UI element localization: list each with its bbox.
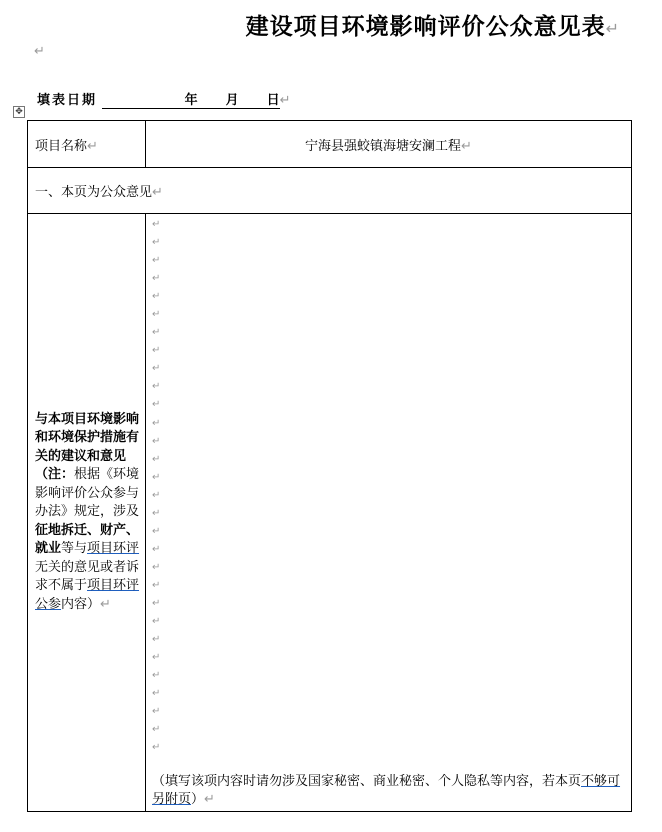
- paragraph-mark-icon: ↵: [152, 724, 161, 736]
- project-name-value[interactable]: 宁海县强蛟镇海塘安澜工程↵: [146, 121, 632, 168]
- paragraph-mark-icon: ↵: [461, 138, 472, 154]
- paragraph-mark-icon: ↵: [152, 327, 161, 339]
- opinion-label: 与本项目环境影响和环境保护措施有关的建议和意见（注：根据《环境影响评价公众参与办法》规定，涉及征地拆迁、财产、就业等与项目环评无关的意见或者诉求不属于项目环评公参内容）↵: [28, 214, 146, 812]
- paragraph-mark-icon: ↵: [152, 363, 161, 375]
- fill-date-blank[interactable]: [102, 89, 280, 109]
- month-label: 月: [225, 93, 239, 108]
- paragraph-mark-icon: ↵: [152, 471, 161, 483]
- paragraph-mark-icon: ↵: [152, 634, 161, 646]
- paragraph-mark-icon: ↵: [152, 742, 161, 754]
- paragraph-mark-icon: ↵: [152, 670, 161, 682]
- document-title: 建设项目环境影响评价公众意见表↵: [245, 14, 620, 40]
- paragraph-mark-icon: ↵: [152, 273, 161, 285]
- paragraph-mark-icon: ↵: [152, 688, 161, 700]
- paragraph-mark-icon: ↵: [152, 309, 161, 321]
- fill-date-line: [37, 89, 291, 109]
- paragraph-mark-icon: ↵: [152, 616, 161, 628]
- paragraph-mark-icon: ↵: [152, 525, 161, 537]
- paragraph-mark-icon: ↵: [34, 44, 45, 59]
- paragraph-mark-icon: ↵: [152, 561, 161, 573]
- paragraph-mark-icon: ↵: [152, 291, 161, 303]
- empty-paragraph-marks: [152, 216, 160, 757]
- table-row: [28, 214, 632, 812]
- paragraph-mark-icon: ↵: [152, 435, 161, 447]
- paragraph-mark-icon: ↵: [152, 219, 161, 230]
- paragraph-mark-icon: ↵: [87, 138, 98, 154]
- paragraph-mark-icon: ↵: [152, 345, 161, 357]
- paragraph-mark-icon: ↵: [152, 255, 161, 267]
- paragraph-mark-icon: ↵: [152, 489, 161, 501]
- paragraph-mark-icon: ↵: [152, 507, 161, 519]
- paragraph-mark-icon: ↵: [152, 399, 161, 411]
- paragraph-mark-icon: ↵: [152, 706, 161, 718]
- project-name-label: 项目名称↵: [28, 121, 146, 168]
- paragraph-mark-icon: ↵: [152, 417, 161, 429]
- paragraph-mark-icon: ↵: [152, 652, 161, 664]
- table-move-handle-icon[interactable]: ✥: [13, 106, 25, 118]
- year-label: 年: [184, 93, 198, 108]
- public-opinion-table: [27, 120, 632, 812]
- opinion-footnote: （填写该项内容时请勿涉及国家秘密、商业秘密、个人隐私等内容，若本页不够可另附页）↵: [152, 774, 621, 807]
- fill-date-label: 填表日期: [37, 93, 98, 108]
- day-label: 日: [266, 93, 280, 108]
- paragraph-mark-icon: ↵: [152, 237, 161, 249]
- paragraph-mark-icon: ↵: [279, 93, 291, 108]
- paragraph-mark-icon: ↵: [152, 381, 161, 393]
- paragraph-mark-icon: ↵: [152, 579, 161, 591]
- paragraph-mark-icon: ↵: [605, 19, 620, 38]
- opinion-input-area[interactable]: [146, 214, 632, 812]
- table-row: [28, 121, 632, 168]
- paragraph-mark-icon: ↵: [152, 453, 161, 465]
- paragraph-mark-icon: ↵: [152, 543, 161, 555]
- paragraph-mark-icon: ↵: [100, 596, 111, 612]
- paragraph-mark-icon: ↵: [152, 597, 161, 609]
- paragraph-mark-icon: ↵: [204, 792, 215, 807]
- section-heading: 一、本页为公众意见↵: [28, 168, 632, 214]
- paragraph-mark-icon: ↵: [152, 185, 163, 200]
- table-row: [28, 168, 632, 214]
